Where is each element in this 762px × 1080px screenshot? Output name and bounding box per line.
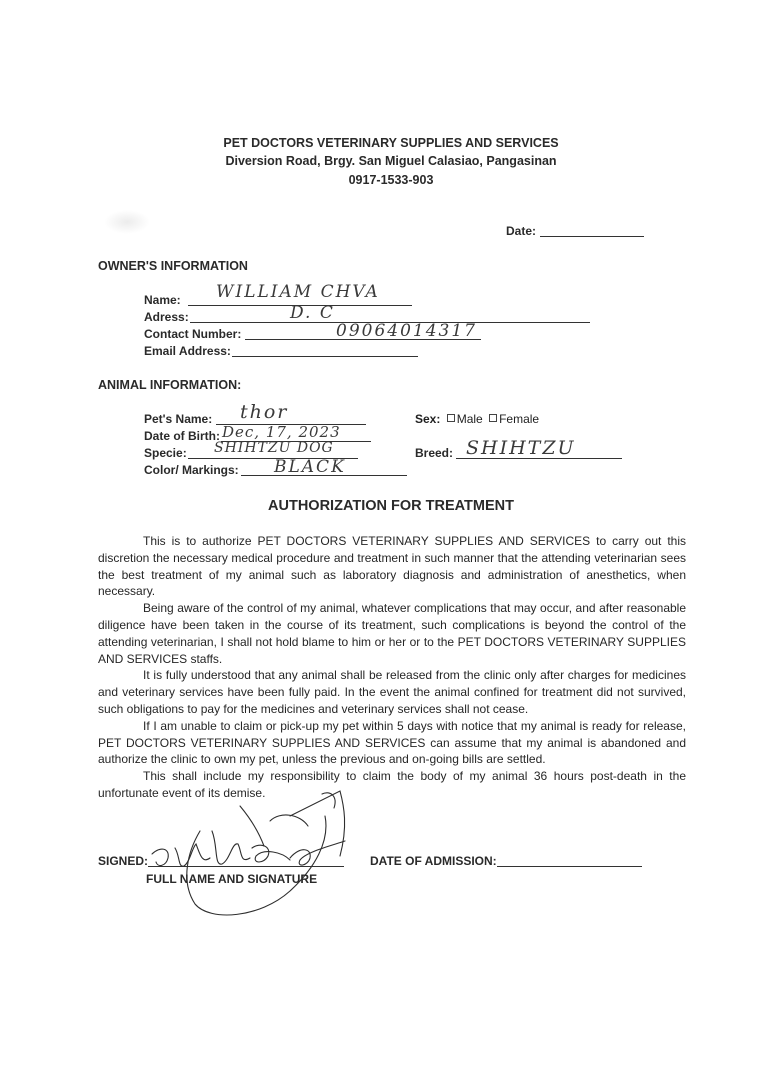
male-checkbox[interactable] (447, 414, 455, 422)
female-label: Female (499, 412, 540, 426)
name-label: Name: (144, 293, 181, 307)
address-value: D. C (290, 303, 335, 323)
contact-value: 09064014317 (336, 321, 477, 341)
email-field[interactable] (232, 356, 418, 357)
auth-body (98, 533, 686, 802)
auth-paragraph: It is fully understood that any animal shall be released from the clinic only after charges for medicines and veterinary services have been fully paid. In the event the animal confined for treatment did not survived, such obligations to pay for the medicines and veterinary services shall not cease. (98, 668, 686, 716)
name-value: WILLIAM CHVA (216, 282, 380, 302)
breed-value: SHIHTZU (466, 437, 576, 459)
dob-label: Date of Birth: (144, 429, 220, 443)
male-label: Male (456, 412, 483, 426)
date-admission-label: DATE OF ADMISSION: (370, 854, 497, 868)
auth-paragraph: Being aware of the control of my animal, whatever complications that may occur, and after reasonable diligence have been taken in the course of its treatment, such complications is beyond the control of the attending veterinarian, I shall not hold blame to him or her or to the PET DOCTORS VETERINARY SUPPLIES AND SERVICES staffs. (98, 601, 686, 666)
specie-value: SHIHTZU DOG (214, 440, 334, 456)
specie-label: Specie: (144, 446, 187, 460)
company-phone: 0917-1533-903 (348, 173, 434, 187)
date-field[interactable] (540, 236, 644, 237)
date-admission-field[interactable] (497, 866, 642, 867)
auth-paragraph: If I am unable to claim or pick-up my pet within 5 days with notice that my animal is ready for release, PET DOCTORS VETERINARY SUPPLIES AND SERVICES can assume that my animal is abandoned and authorize the clinic to own my pet, unless the previous and on-going bills are settled. (98, 718, 686, 767)
pet-name-label: Pet's Name: (144, 412, 213, 426)
sex-row (415, 412, 539, 426)
signature-caption: FULL NAME AND SIGNATURE (146, 872, 318, 886)
date-label: Date: (506, 224, 537, 238)
breed-label: Breed: (415, 446, 454, 460)
dob-value: Dec, 17, 2023 (222, 423, 341, 441)
contact-label: Contact Number: (144, 327, 242, 341)
owner-heading: OWNER'S INFORMATION (98, 259, 248, 273)
sex-label: Sex: (415, 412, 441, 426)
address-label: Adress: (144, 310, 189, 324)
company-name: PET DOCTORS VETERINARY SUPPLIES AND SERVICES (223, 136, 559, 150)
handwritten-signature (140, 786, 380, 922)
company-address: Diversion Road, Brgy. San Miguel Calasiao, Pangasinan (225, 154, 557, 168)
color-label: Color/ Markings: (144, 463, 239, 477)
email-label: Email Address: (144, 344, 231, 358)
scan-smudge (104, 210, 150, 234)
signed-label: SIGNED: (98, 854, 149, 868)
auth-paragraph: This shall include my responsibility to claim the body of my animal 36 hours post-death in the unfortunate event of its demise. (98, 769, 686, 800)
animal-heading: ANIMAL INFORMATION: (98, 378, 242, 392)
female-checkbox[interactable] (489, 414, 497, 422)
auth-paragraph: This is to authorize PET DOCTORS VETERINARY SUPPLIES AND SERVICES to carry out this discretion the necessary medical procedure and treatment in such manner that the attending veterinarian sees the best treatment of my animal such as laboratory diagnosis and administration of anesthetics, when necessary. (98, 534, 686, 599)
color-value: BLACK (274, 457, 346, 477)
pet-name-value: thor (240, 401, 289, 423)
auth-title: AUTHORIZATION FOR TREATMENT (268, 498, 514, 514)
